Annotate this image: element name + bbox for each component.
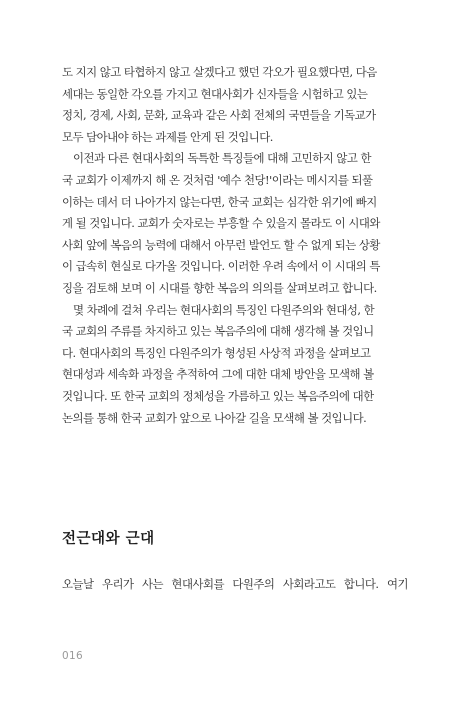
body-text [62,62,408,429]
text-line: 사회 앞에 복음의 능력에 대해서 아무런 발언도 할 수 없게 되는 상황 [62,237,380,252]
text-line: 현대성과 세속화 과정을 추적하여 그에 대한 대체 방안을 모색해 볼 [62,367,374,382]
section-first-line: 오늘날 우리가 사는 현대사회를 다원주의 사회라고도 합니다. 여기 [62,577,408,591]
text-line: 것입니다. 또 한국 교회의 정체성을 가름하고 있는 복음주의에 대한 [62,388,374,403]
section-heading: 전근대와 근대 [62,531,155,547]
text-line: 논의를 통해 한국 교회가 앞으로 나아갈 길을 모색해 볼 것입니다. [62,410,367,425]
text-line: 세대는 동일한 각오를 가지고 현대사회가 신자들을 시험하고 있는 [62,86,368,101]
text-line: 게 될 것입니다. 교회가 숫자로는 부흥할 수 있을지 몰라도 이 시대와 [62,216,380,231]
page-number: 016 [62,650,83,662]
text-line: 몇 차례에 걸쳐 우리는 현대사회의 특징인 다원주의와 현대성, 한 [73,302,375,317]
paragraph-1 [62,62,408,148]
text-line: 이하는 데서 더 나아가지 않는다면, 한국 교회는 심각한 위기에 빠지 [62,194,377,209]
text-line: 징을 검토해 보며 이 시대를 향한 복음의 의의를 살펴보려고 합니다. [62,280,377,295]
paragraph-2 [62,148,408,299]
text-line: 모두 담아내야 하는 과제를 안게 된 것입니다. [62,129,273,144]
text-line: 정치, 경제, 사회, 문화, 교육과 같은 사회 전체의 국면들을 기독교가 [62,108,376,123]
text-line: 국 교회의 주류를 차지하고 있는 복음주의에 대해 생각해 볼 것입니 [62,324,374,339]
text-line: 도 지지 않고 타협하지 않고 살겠다고 했던 각오가 필요했다면, 다음 [62,65,377,79]
text-line: 다. 현대사회의 특징인 다원주의가 형성된 사상적 과정을 살펴보고 [62,345,371,360]
text-line: 이전과 다른 현대사회의 독특한 특징들에 대해 고민하지 않고 한 [73,151,372,166]
text-line: 국 교회가 이제까지 해 온 것처럼 '예수 천당!'이라는 메시지를 되풀 [62,172,373,187]
text-line: 이 급속히 현실로 다가올 것입니다. 이러한 우려 속에서 이 시대의 특 [62,259,380,274]
paragraph-3 [62,300,408,430]
